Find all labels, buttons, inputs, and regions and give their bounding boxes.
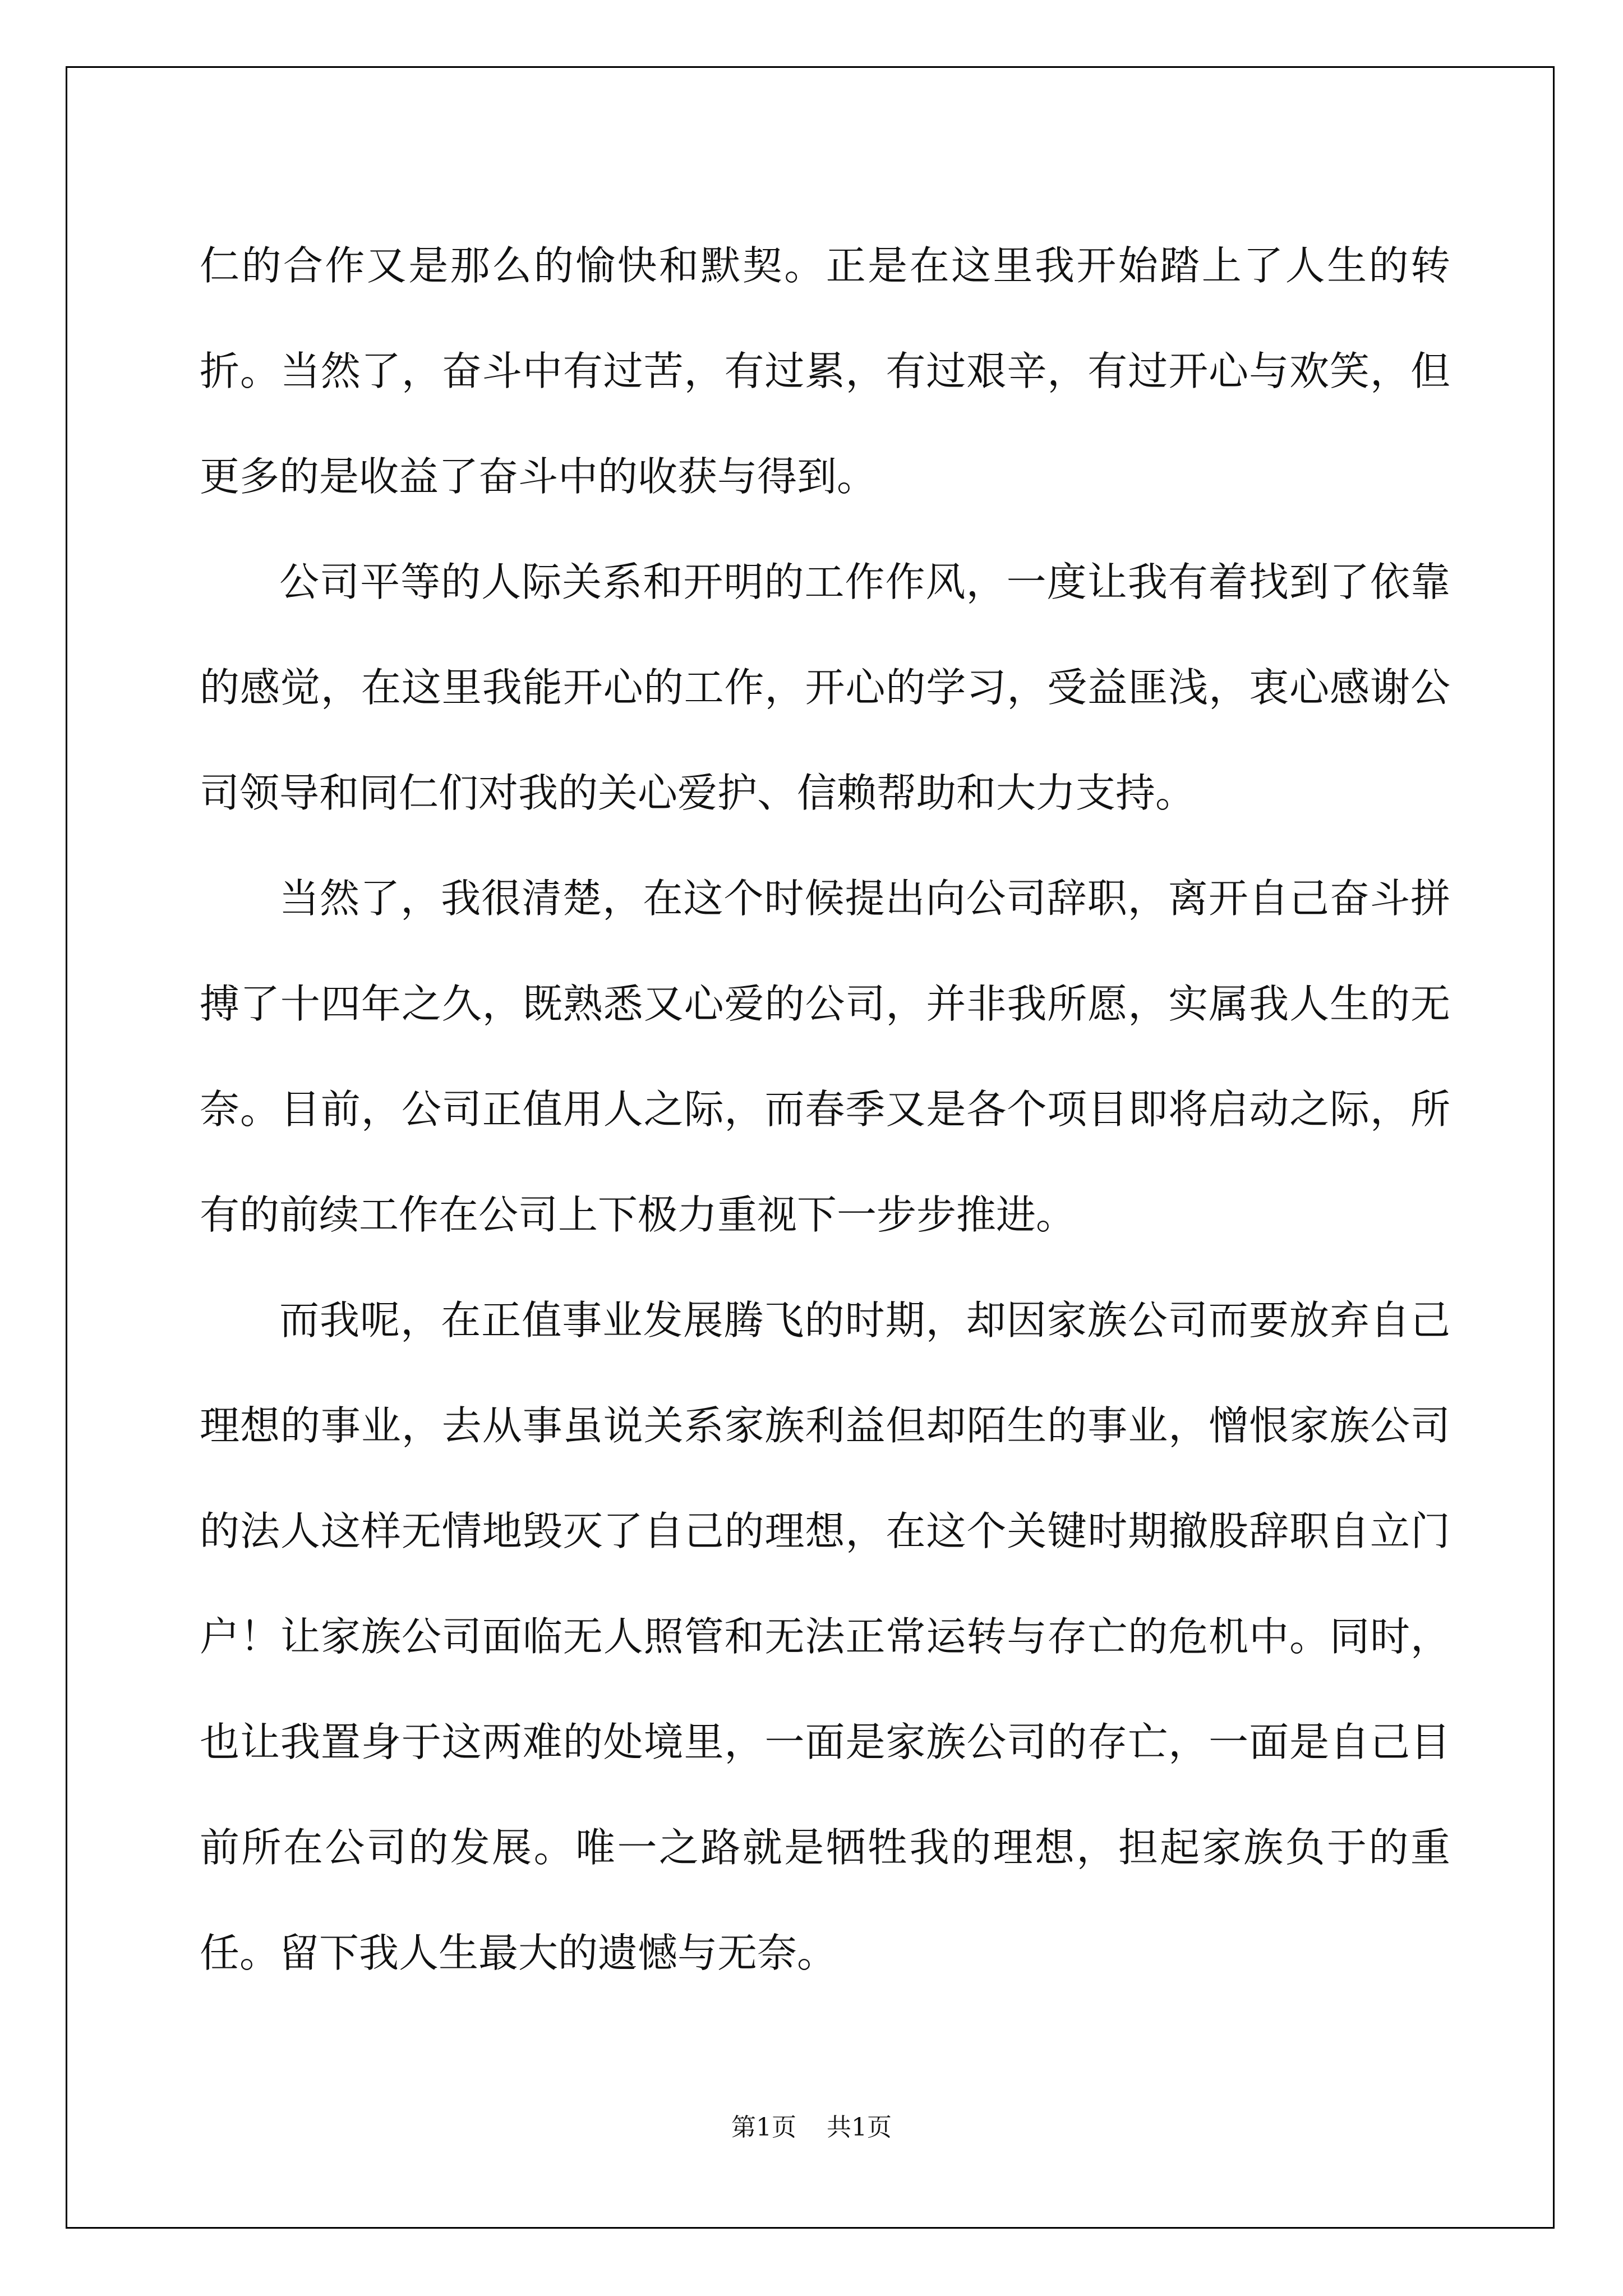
paragraph-3: 当然了，我很清楚，在这个时候提出向公司辞职，离开自己奋斗拼搏了十四年之久，既熟悉又心爱的公司，并非我所愿，实属我人生的无奈。目前，公司正值用人之际，而春季又是各个项目即将启动之际，所有的前续工作在公司上下极力重视下一步步推进。 [200, 875, 1450, 1238]
paragraph-2: 公司平等的人际关系和开明的工作作风，一度让我有着找到了依靠的感觉，在这里我能开心的工作，开心的学习，受益匪浅，衷心感谢公司领导和同仁们对我的关心爱护、信赖帮助和大力支持。 [200, 559, 1450, 816]
document-body [200, 213, 1450, 2006]
page-number: 第1页 [731, 2113, 796, 2142]
paragraph-4: 而我呢，在正值事业发展腾飞的时期，却因家族公司而要放弃自己理想的事业，去从事虽说关系家族利益但却陌生的事业，憎恨家族公司的法人这样无情地毁灭了自己的理想，在这个关键时期撤股辞职自立门户！让家族公司面临无人照管和无法正常运转与存亡的危机中。同时，也让我置身于这两难的处境里，一面是家族公司的存亡，一面是自己目前所在公司的发展。唯一之路就是牺牲我的理想，担起家族负于的重任。留下我人生最大的遗憾与无奈。 [200, 1297, 1450, 1976]
paragraph-1: 仁的合作又是那么的愉快和默契。正是在这里我开始踏上了人生的转折。当然了，奋斗中有过苦，有过累，有过艰辛，有过开心与欢笑，但更多的是收益了奋斗中的收获与得到。 [200, 242, 1450, 500]
page-total: 共1页 [827, 2113, 892, 2142]
page-footer [0, 2107, 1623, 2143]
